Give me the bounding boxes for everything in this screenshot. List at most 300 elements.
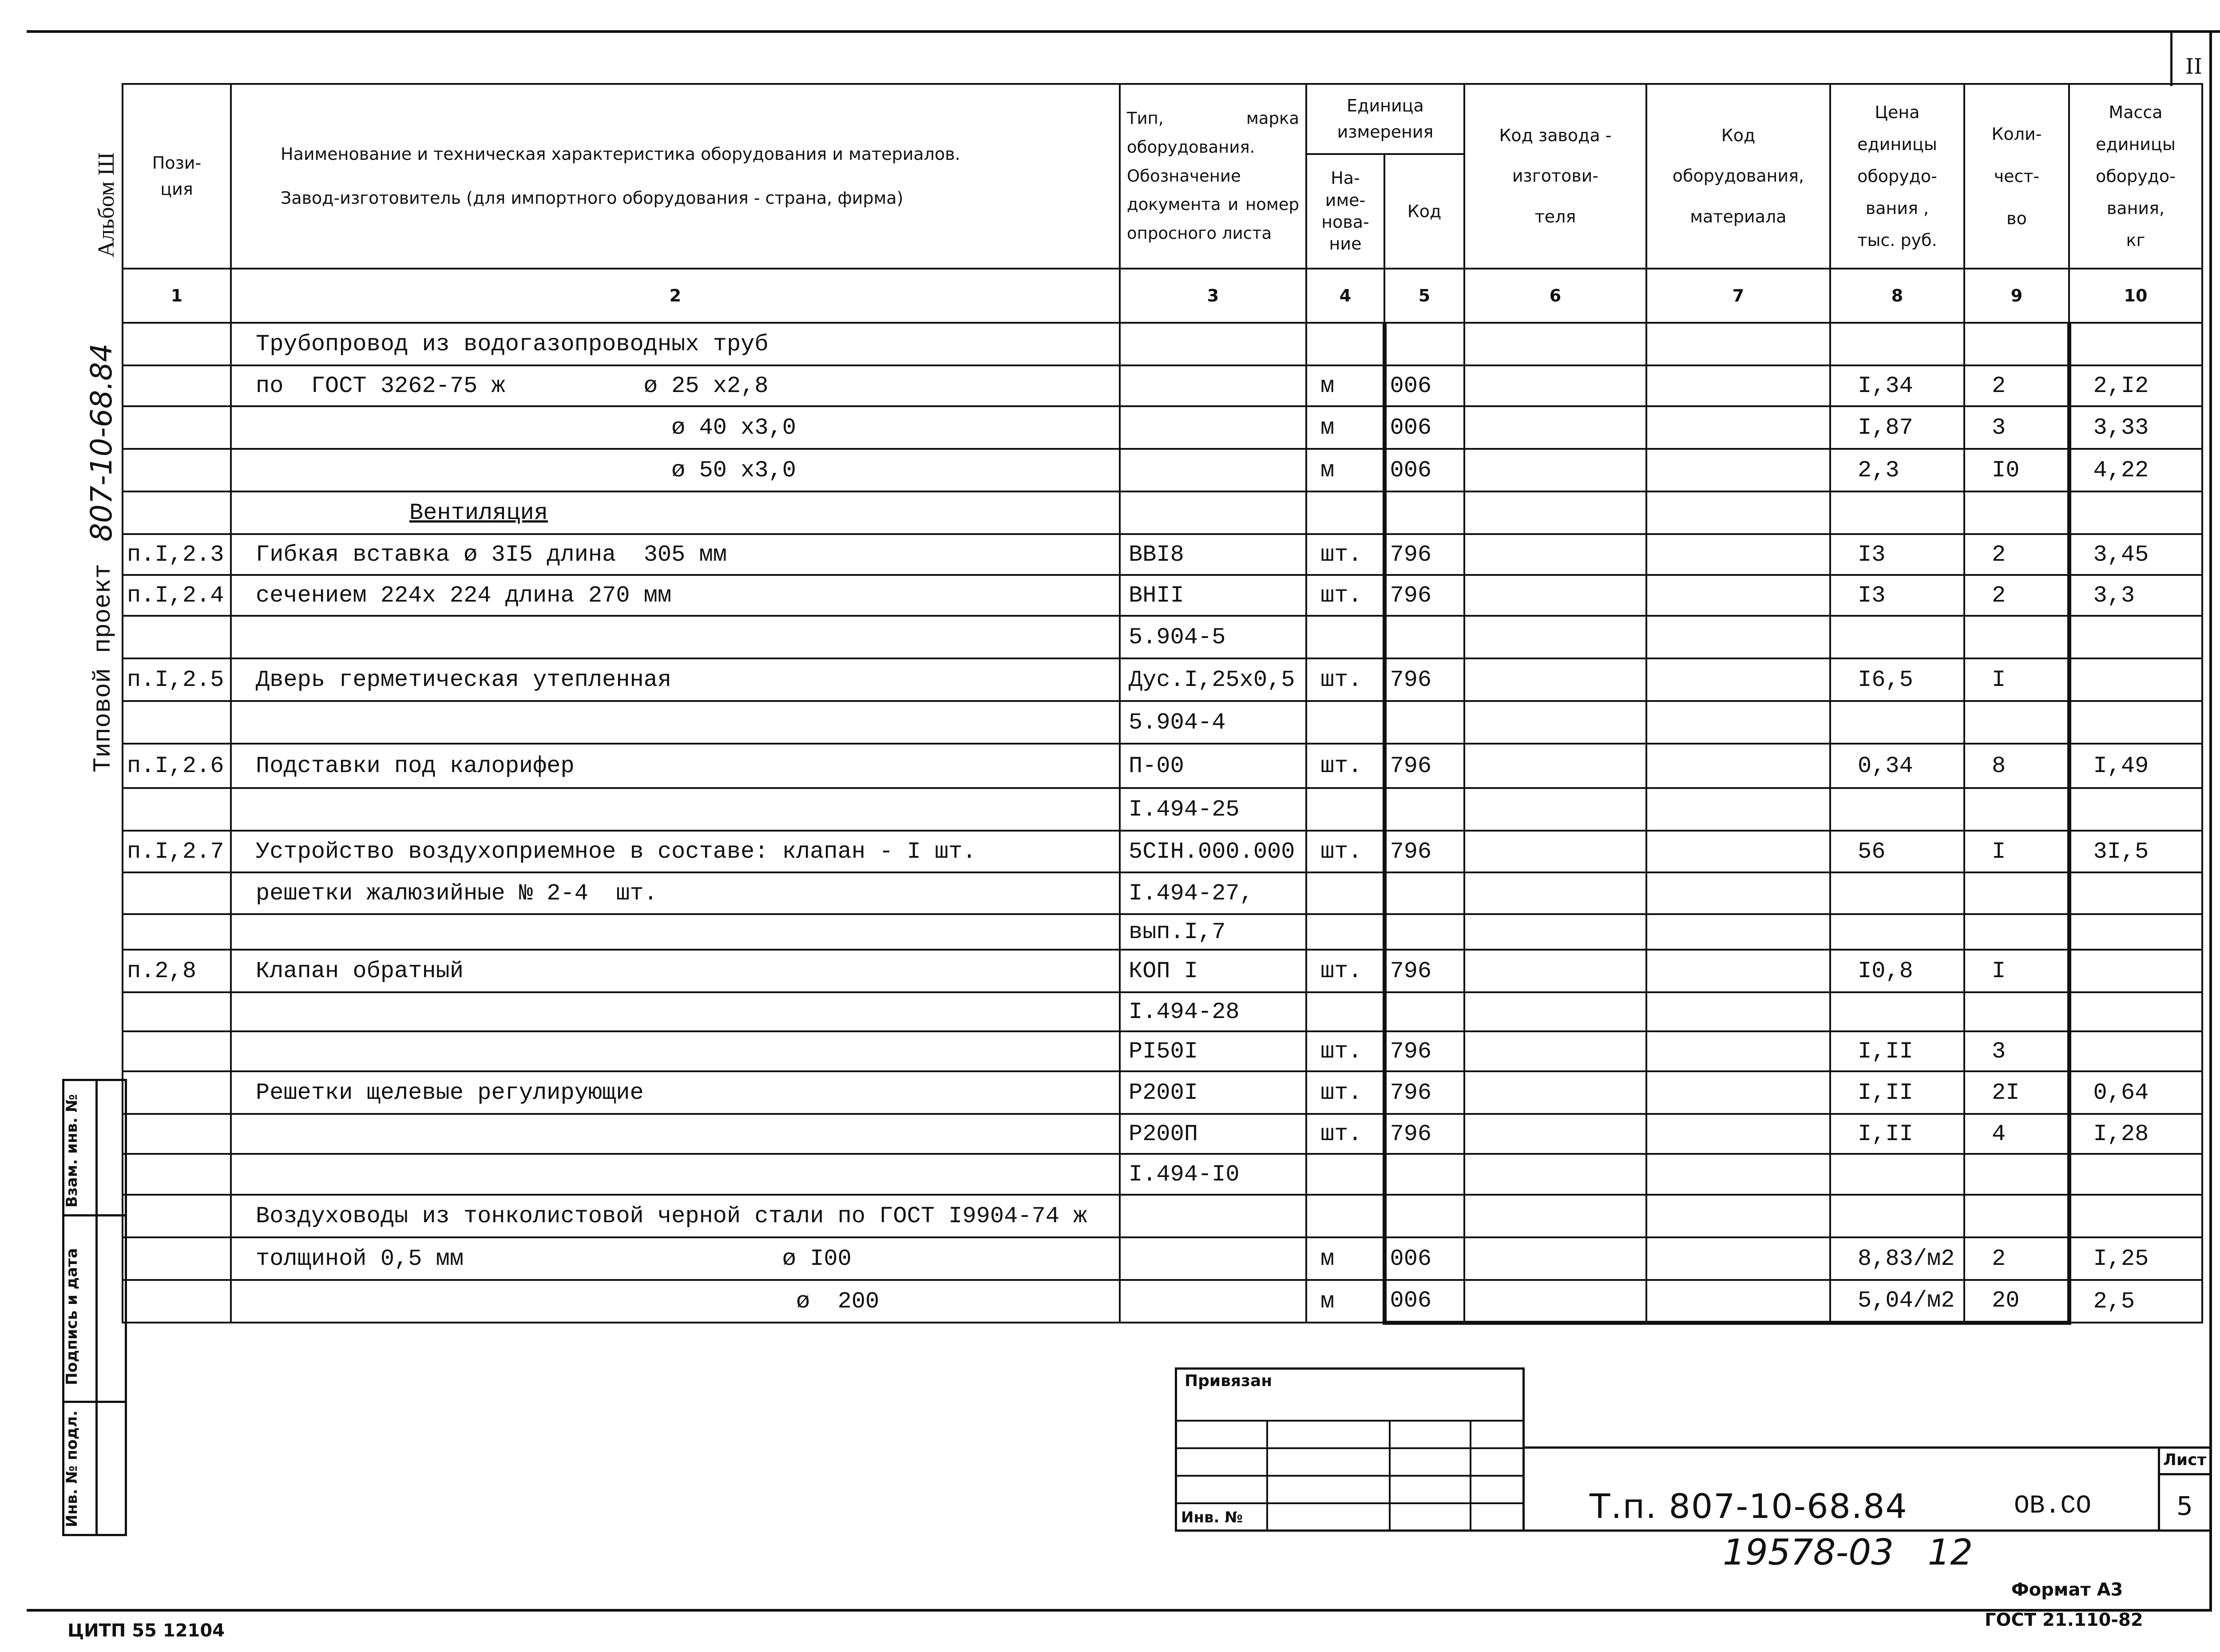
cell-quantity: 2 [1964,365,2069,406]
cell-quantity: 2 [1964,1237,2069,1280]
cell-type: I.494-28 [1120,992,1306,1031]
cell-name: ø 40 х3,0 [231,406,1120,449]
cell-type: 5СIН.000.000 [1120,831,1306,872]
top-border-line [27,30,2220,33]
cell-unit [1306,701,1384,744]
inv-number-label: Инв. № [1181,1509,1245,1526]
cell-quantity [1964,1154,2069,1195]
table-row [123,1071,2202,1114]
header-type: Тип, марка оборудования. Обозначение документа и номер опросного листа [1120,84,1306,269]
cell-price [1830,872,1964,914]
cell-unit [1306,1154,1384,1195]
stamp-label-signature-date: Подпись и дата [63,1248,81,1385]
cell-position: п.I,2.7 [123,831,231,872]
col-number: 8 [1830,269,1964,323]
header-mass: Масса единицы оборудо- вания, кг [2069,84,2202,269]
table-row [123,1280,2202,1323]
cell-quantity: I [1964,950,2069,992]
document-code: Т.п. 807-10-68.84 [1590,1486,1908,1526]
cell-mass: 0,64 [2069,1071,2202,1114]
table-row [123,831,2202,872]
cell-name [231,914,1120,950]
cell-type: КОП I [1120,950,1306,992]
cell-price [1830,788,1964,831]
cell-price: I,34 [1830,365,1964,406]
cell-quantity: I [1964,831,2069,872]
table-row [123,1195,2202,1237]
cell-quantity: 20 [1964,1280,2069,1323]
cell-type [1120,449,1306,491]
stamp-label-replace-inv: Взам. инв. № [63,1094,81,1208]
cell-equipment-code [1646,406,1830,449]
cell-factory-code [1464,1195,1646,1237]
cell-price: I,87 [1830,406,1964,449]
cell-type: 5.904-5 [1120,616,1306,658]
cell-unit-code [1384,616,1464,658]
cell-price: 2,3 [1830,449,1964,491]
table-row [123,616,2202,658]
cell-position [123,491,231,534]
header-unit-name: На- име- нова- ние [1306,154,1384,269]
cell-position [123,872,231,914]
cell-factory-code [1464,658,1646,701]
cell-factory-code [1464,1280,1646,1323]
cell-factory-code [1464,616,1646,658]
table-row [123,914,2202,950]
cell-name: решетки жалюзийные № 2-4 шт. [231,872,1120,914]
cell-name [231,788,1120,831]
cell-mass [2069,1031,2202,1071]
sheet-number: 5 [2176,1491,2193,1521]
document-mark: ОВ.СО [2014,1492,2092,1521]
header-equipment-code: Код оборудования, материала [1646,84,1830,269]
cell-name [231,616,1120,658]
cell-factory-code [1464,406,1646,449]
cell-name [231,992,1120,1031]
cell-mass [2069,616,2202,658]
cell-price: I,II [1830,1071,1964,1114]
cell-unit [1306,992,1384,1031]
cell-unit-code [1384,1154,1464,1195]
cell-name: Устройство воздухоприемное в составе: клапан - I шт. [231,831,1120,872]
cell-position [123,701,231,744]
cell-unit-code: 796 [1384,1031,1464,1071]
cell-price [1830,491,1964,534]
cell-equipment-code [1646,658,1830,701]
cell-name: Трубопровод из водогазопроводных труб [231,323,1120,365]
cell-equipment-code [1646,744,1830,788]
table-row [123,1031,2202,1071]
cell-equipment-code [1646,788,1830,831]
cell-unit: м [1306,449,1384,491]
cell-equipment-code [1646,1280,1830,1323]
cell-type [1120,1195,1306,1237]
cell-name: сечением 224х 224 длина 270 мм [231,575,1120,616]
cell-price: I6,5 [1830,658,1964,701]
cell-type [1120,406,1306,449]
header-name-line1: Наименование и техническая характеристика оборудования и материалов. [281,144,960,164]
cell-factory-code [1464,575,1646,616]
cell-price: I,II [1830,1114,1964,1154]
cell-position: п.I,2.6 [123,744,231,788]
cell-price: I3 [1830,534,1964,575]
cell-quantity: I [1964,658,2069,701]
cell-mass [2069,872,2202,914]
sheet-label: Лист [2163,1451,2207,1469]
cell-price: I0,8 [1830,950,1964,992]
cell-type: ВВI8 [1120,534,1306,575]
table-row [123,701,2202,744]
cell-unit-code [1384,491,1464,534]
cell-equipment-code [1646,950,1830,992]
cell-unit: шт. [1306,1114,1384,1154]
header-name-line2: Завод-изготовитель (для импортного оборудования - страна, фирма) [281,188,904,208]
cell-unit: шт. [1306,534,1384,575]
cell-name: Дверь герметическая утепленная [231,658,1120,701]
table-row [123,406,2202,449]
cell-type: РI50I [1120,1031,1306,1071]
cell-name [231,1031,1120,1071]
cell-quantity: 2 [1964,534,2069,575]
cell-factory-code [1464,872,1646,914]
cell-position [123,616,231,658]
cell-unit: м [1306,1280,1384,1323]
cell-unit [1306,788,1384,831]
col-number: 9 [1964,269,2069,323]
cell-mass [2069,1195,2202,1237]
cell-unit: м [1306,365,1384,406]
cell-name: Вентиляция [231,491,1120,534]
cell-unit [1306,491,1384,534]
cell-unit [1306,616,1384,658]
header-number-row [123,269,2202,323]
cell-price [1830,992,1964,1031]
cell-factory-code [1464,1071,1646,1114]
cell-position [123,1114,231,1154]
cell-unit-code: 796 [1384,1114,1464,1154]
cell-position [123,365,231,406]
cell-unit-code [1384,992,1464,1031]
cell-type: I.494-I0 [1120,1154,1306,1195]
cell-factory-code [1464,831,1646,872]
project-code-vertical: 807-10-68.84 [84,343,119,542]
cell-equipment-code [1646,914,1830,950]
cell-equipment-code [1646,491,1830,534]
cell-price: I3 [1830,575,1964,616]
cell-position [123,788,231,831]
cell-factory-code [1464,323,1646,365]
cell-unit-code: 796 [1384,534,1464,575]
cell-unit-code: 796 [1384,744,1464,788]
cell-factory-code [1464,701,1646,744]
cell-quantity [1964,788,2069,831]
cell-unit-code: 006 [1384,1237,1464,1280]
cell-unit: шт. [1306,1071,1384,1114]
handwritten-number: 19578-03 12 [1723,1532,1973,1573]
cell-name [231,1154,1120,1195]
cell-name: Воздуховоды из тонколистовой черной стали по ГОСТ I9904-74 ж [231,1195,1120,1237]
cell-position: п.I,2.4 [123,575,231,616]
col-number: 10 [2069,269,2202,323]
cell-factory-code [1464,491,1646,534]
project-label-vertical: Типовой проект [89,563,117,773]
specification-table [122,83,2203,1325]
cell-equipment-code [1646,701,1830,744]
cell-name: по ГОСТ 3262-75 ж ø 25 х2,8 [231,365,1120,406]
cell-name: Клапан обратный [231,950,1120,992]
cell-quantity: I0 [1964,449,2069,491]
cell-unit-code: 796 [1384,831,1464,872]
cell-unit: шт. [1306,744,1384,788]
cell-price [1830,1154,1964,1195]
col-number: 2 [231,269,1120,323]
cell-name [231,701,1120,744]
cell-mass: 3,33 [2069,406,2202,449]
header-name [231,84,1120,269]
cell-unit: шт. [1306,950,1384,992]
table-row [123,992,2202,1031]
cell-unit: м [1306,406,1384,449]
cell-mass [2069,658,2202,701]
cell-type: П-00 [1120,744,1306,788]
col-number: 7 [1646,269,1830,323]
cell-equipment-code [1646,831,1830,872]
table-row [123,449,2202,491]
corner-sheet-number: II [2185,54,2202,79]
cell-type: I.494-25 [1120,788,1306,831]
col-number: 1 [123,269,231,323]
cell-mass [2069,950,2202,992]
cell-unit: шт. [1306,831,1384,872]
cell-position [123,914,231,950]
cell-price: 5,04/м2 [1830,1280,1964,1323]
cell-unit-code [1384,788,1464,831]
cell-factory-code [1464,365,1646,406]
cell-equipment-code [1646,1114,1830,1154]
cell-type [1120,323,1306,365]
cell-unit-code: 006 [1384,449,1464,491]
cell-type [1120,1280,1306,1323]
cell-equipment-code [1646,1195,1830,1237]
cell-mass: I,25 [2069,1237,2202,1280]
table-row [123,872,2202,914]
cell-position [123,406,231,449]
right-border-line [2209,30,2212,1611]
cell-price: 56 [1830,831,1964,872]
cell-equipment-code [1646,1031,1830,1071]
cell-position: п.I,2.3 [123,534,231,575]
cell-type [1120,365,1306,406]
header-position: Пози- ция [123,84,231,269]
cell-name: Гибкая вставка ø 3I5 длина 305 мм [231,534,1120,575]
cell-price [1830,323,1964,365]
cell-factory-code [1464,992,1646,1031]
cell-quantity [1964,992,2069,1031]
cell-quantity: 3 [1964,406,2069,449]
cell-factory-code [1464,1114,1646,1154]
cell-position: п.2,8 [123,950,231,992]
cell-unit [1306,914,1384,950]
cell-unit-code: 796 [1384,1071,1464,1114]
cell-type [1120,1237,1306,1280]
cell-quantity [1964,323,2069,365]
cell-name: толщиной 0,5 мм ø I00 [231,1237,1120,1280]
table-row [123,1114,2202,1154]
cell-quantity [1964,914,2069,950]
cell-mass [2069,914,2202,950]
cell-price: I,II [1830,1031,1964,1071]
cell-quantity: 4 [1964,1114,2069,1154]
cell-factory-code [1464,744,1646,788]
cell-equipment-code [1646,1071,1830,1114]
cell-mass [2069,323,2202,365]
cell-quantity [1964,701,2069,744]
cell-position [123,1280,231,1323]
cell-mass: 3,45 [2069,534,2202,575]
privyazan-label: Привязан [1185,1372,1273,1390]
cell-mass: 3,3 [2069,575,2202,616]
table-row [123,658,2202,701]
cell-mass: I,28 [2069,1114,2202,1154]
cell-quantity [1964,616,2069,658]
table-row [123,491,2202,534]
printer-code: ЦИТП 55 12104 [67,1620,225,1641]
cell-factory-code [1464,1031,1646,1071]
cell-equipment-code [1646,616,1830,658]
cell-position [123,1237,231,1280]
cell-quantity [1964,872,2069,914]
table-row [123,323,2202,365]
cell-unit [1306,1195,1384,1237]
cell-factory-code [1464,914,1646,950]
cell-type: I.494-27, [1120,872,1306,914]
cell-factory-code [1464,1237,1646,1280]
table-row [123,950,2202,992]
cell-unit-code [1384,323,1464,365]
cell-name: Решетки щелевые регулирующие [231,1071,1120,1114]
cell-quantity: 2I [1964,1071,2069,1114]
cell-unit-code: 006 [1384,406,1464,449]
cell-type: 5.904-4 [1120,701,1306,744]
cell-mass [2069,701,2202,744]
cell-equipment-code [1646,872,1830,914]
cell-quantity [1964,491,2069,534]
cell-name: ø 200 [231,1280,1120,1323]
cell-equipment-code [1646,1154,1830,1195]
table-row [123,365,2202,406]
cell-factory-code [1464,950,1646,992]
cell-mass: 4,22 [2069,449,2202,491]
specification-body [123,323,2202,1323]
cell-position [123,1154,231,1195]
col-number: 6 [1464,269,1646,323]
cell-price [1830,1195,1964,1237]
cell-unit: шт. [1306,575,1384,616]
cell-unit-code: 796 [1384,950,1464,992]
header-quantity: Коли- чест- во [1964,84,2069,269]
cell-quantity [1964,1195,2069,1237]
cell-equipment-code [1646,575,1830,616]
cell-equipment-code [1646,1237,1830,1280]
cell-equipment-code [1646,323,1830,365]
cell-mass [2069,1154,2202,1195]
cell-factory-code [1464,788,1646,831]
cell-type: вып.I,7 [1120,914,1306,950]
gost-label: ГОСТ 21.110-82 [1985,1610,2143,1630]
cell-mass: 2,5 [2069,1280,2202,1323]
cell-equipment-code [1646,992,1830,1031]
table-row [123,1237,2202,1280]
cell-quantity: 8 [1964,744,2069,788]
cell-unit-code: 006 [1384,365,1464,406]
cell-name: ø 50 х3,0 [231,449,1120,491]
cell-mass: 3I,5 [2069,831,2202,872]
stamp-label-inv-original: Инв. № подл. [63,1410,81,1527]
cell-unit [1306,872,1384,914]
cell-unit: шт. [1306,1031,1384,1071]
cell-price [1830,701,1964,744]
format-label: Формат А3 [2011,1580,2123,1600]
cell-mass [2069,992,2202,1031]
header-unit-group: Единица измерения [1306,84,1464,154]
cell-type [1120,491,1306,534]
cell-price [1830,914,1964,950]
cell-type: Р200П [1120,1114,1306,1154]
cell-position: п.I,2.5 [123,658,231,701]
cell-unit: шт. [1306,658,1384,701]
cell-mass: 2,I2 [2069,365,2202,406]
cell-equipment-code [1646,449,1830,491]
cell-unit [1306,323,1384,365]
cell-type: ВНII [1120,575,1306,616]
col-number: 3 [1120,269,1306,323]
header-factory-code: Код завода - изготови- теля [1464,84,1646,269]
cell-price: 0,34 [1830,744,1964,788]
cell-name: Подставки под калорифер [231,744,1120,788]
cell-unit-code [1384,1195,1464,1237]
cell-position [123,1195,231,1237]
cell-unit-code: 796 [1384,575,1464,616]
cell-position [123,1031,231,1071]
cell-unit-code [1384,701,1464,744]
cell-position [123,1071,231,1114]
cell-position [123,449,231,491]
col-number: 4 [1306,269,1384,323]
cell-unit-code [1384,914,1464,950]
cell-factory-code [1464,534,1646,575]
cell-unit-code: 796 [1384,658,1464,701]
cell-mass [2069,491,2202,534]
cell-equipment-code [1646,365,1830,406]
header-price: Цена единицы оборудо- вания , тыс. руб. [1830,84,1964,269]
col-number: 5 [1384,269,1464,323]
table-row [123,1154,2202,1195]
table-row [123,534,2202,575]
table-row [123,575,2202,616]
album-label: Альбом Ш [94,152,119,258]
header-row-top [123,84,2202,154]
cell-type: Дус.I,25х0,5 [1120,658,1306,701]
cell-unit: м [1306,1237,1384,1280]
table-row [123,744,2202,788]
cell-position [123,323,231,365]
cell-factory-code [1464,1154,1646,1195]
bottom-border-line [27,1609,2212,1612]
cell-name [231,1114,1120,1154]
cell-type: Р200I [1120,1071,1306,1114]
cell-mass [2069,788,2202,831]
cell-position [123,992,231,1031]
